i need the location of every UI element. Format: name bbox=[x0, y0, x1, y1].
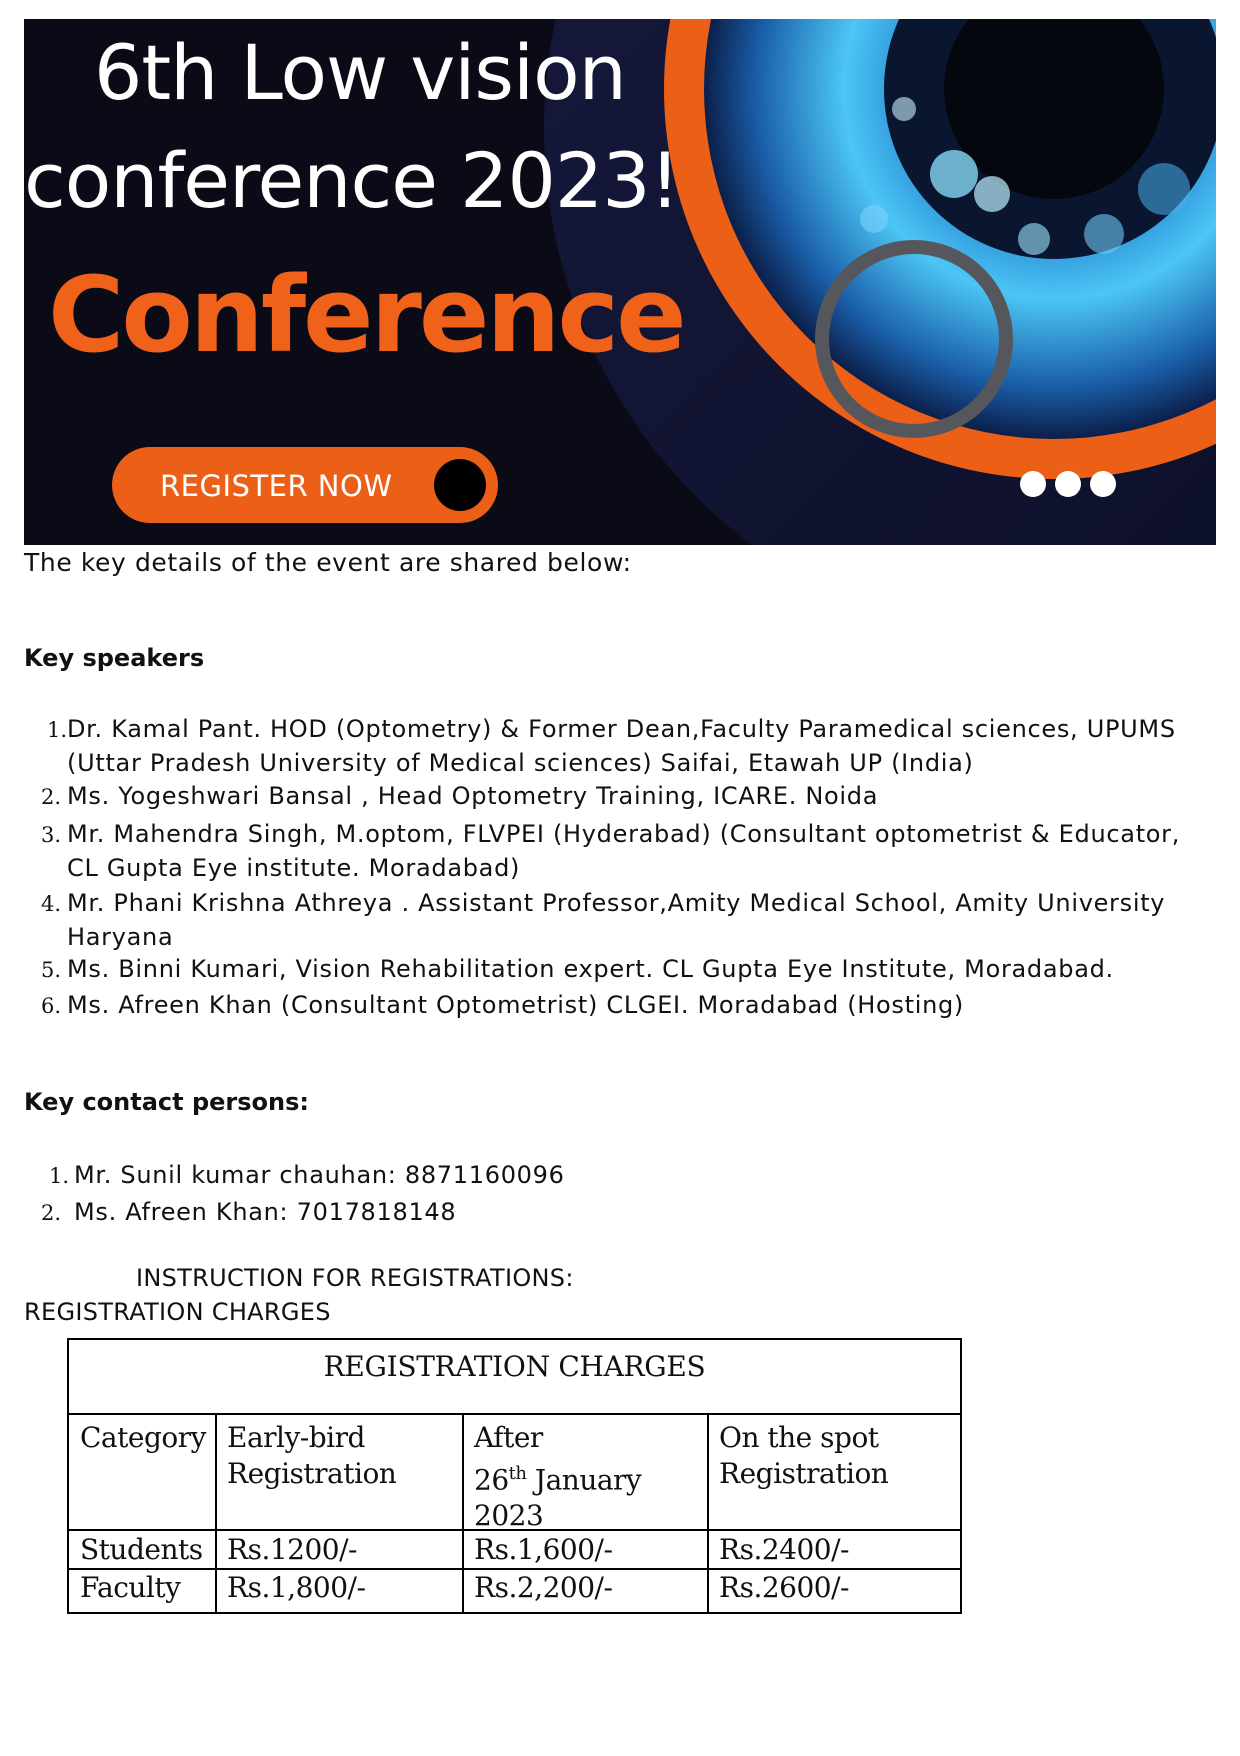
table-cell: Rs.2,200/- bbox=[474, 1571, 613, 1604]
header-after-year: 2023 bbox=[474, 1499, 544, 1533]
header-after-line2 bbox=[474, 1456, 641, 1498]
table-cell: Rs.1,600/- bbox=[474, 1533, 613, 1566]
header-after-month: January bbox=[526, 1463, 642, 1497]
speaker-3-line2: CL Gupta Eye institute. Moradabad) bbox=[67, 854, 521, 882]
speaker-2-line1: Ms. Yogeshwari Bansal , Head Optometry Training, ICARE. Noida bbox=[67, 782, 879, 810]
list-number: 1. bbox=[49, 1164, 70, 1188]
table-cell: Faculty bbox=[80, 1571, 181, 1604]
header-after-sup: th bbox=[508, 1463, 527, 1484]
list-number: 6. bbox=[41, 994, 62, 1018]
dot-icon bbox=[1020, 471, 1046, 497]
header-after-date bbox=[474, 1420, 641, 1534]
contact-2: Ms. Afreen Khan: 7017818148 bbox=[74, 1198, 457, 1226]
instructions-heading: INSTRUCTION FOR REGISTRATIONS: bbox=[136, 1264, 574, 1292]
list-number: 1. bbox=[47, 718, 68, 742]
dot-icon bbox=[1090, 471, 1116, 497]
key-contacts-heading: Key contact persons: bbox=[24, 1088, 310, 1116]
key-speakers-heading: Key speakers bbox=[24, 644, 205, 672]
speaker-5-line1: Ms. Binni Kumari, Vision Rehabilitation expert. CL Gupta Eye Institute, Moradabad. bbox=[67, 955, 1114, 983]
header-after-line1: After bbox=[474, 1421, 543, 1454]
register-now-label: REGISTER NOW bbox=[160, 469, 393, 503]
speaker-4-line2: Haryana bbox=[67, 923, 174, 951]
register-circle-icon bbox=[434, 459, 486, 511]
header-early-bird-line1: Early-bird bbox=[227, 1421, 365, 1454]
list-number: 5. bbox=[41, 958, 62, 982]
table-title: REGISTRATION CHARGES bbox=[323, 1350, 706, 1383]
list-number: 2. bbox=[41, 1201, 62, 1225]
speaker-6-line1: Ms. Afreen Khan (Consultant Optometrist) CLGEI. Moradabad (Hosting) bbox=[67, 991, 964, 1019]
header-on-the-spot bbox=[719, 1420, 888, 1492]
speaker-1-line2: (Uttar Pradesh University of Medical sciences) Saifai, Etawah UP (India) bbox=[67, 749, 974, 777]
table-cell: Students bbox=[80, 1533, 203, 1566]
table-cell: Rs.1,800/- bbox=[227, 1571, 366, 1604]
header-spot-line1: On the spot bbox=[719, 1421, 879, 1454]
speaker-1-line1: Dr. Kamal Pant. HOD (Optometry) & Former Dean,Faculty Paramedical sciences, UPUMS bbox=[67, 715, 1176, 743]
banner-highlight-word: Conference bbox=[48, 254, 684, 376]
table-cell: Rs.2600/- bbox=[719, 1571, 850, 1604]
header-spot-line2: Registration bbox=[719, 1457, 889, 1490]
register-now-button[interactable] bbox=[112, 447, 498, 523]
header-early-bird bbox=[227, 1420, 396, 1492]
intro-text: The key details of the event are shared below: bbox=[24, 548, 632, 577]
list-number: 2. bbox=[41, 785, 62, 809]
dot-icon bbox=[1055, 471, 1081, 497]
list-number: 4. bbox=[41, 892, 62, 916]
banner-title-line1: 6th Low vision bbox=[94, 28, 626, 117]
registration-charges-table bbox=[67, 1338, 962, 1614]
header-early-bird-line2: Registration bbox=[227, 1457, 397, 1490]
list-number: 3. bbox=[41, 823, 62, 847]
carousel-dots bbox=[1020, 471, 1125, 497]
table-cell: Rs.1200/- bbox=[227, 1533, 358, 1566]
table-cell: Rs.2400/- bbox=[719, 1533, 850, 1566]
contact-1: Mr. Sunil kumar chauhan: 8871160096 bbox=[74, 1161, 565, 1189]
header-after-day: 26 bbox=[474, 1463, 509, 1497]
conference-banner bbox=[24, 19, 1216, 545]
header-category: Category bbox=[80, 1421, 206, 1454]
speaker-4-line1: Mr. Phani Krishna Athreya . Assistant Professor,Amity Medical School, Amity University bbox=[67, 889, 1166, 917]
banner-title-line2: conference 2023! bbox=[24, 136, 680, 225]
registration-charges-label: REGISTRATION CHARGES bbox=[24, 1298, 331, 1326]
speaker-3-line1: Mr. Mahendra Singh, M.optom, FLVPEI (Hyderabad) (Consultant optometrist & Educator, bbox=[67, 820, 1181, 848]
